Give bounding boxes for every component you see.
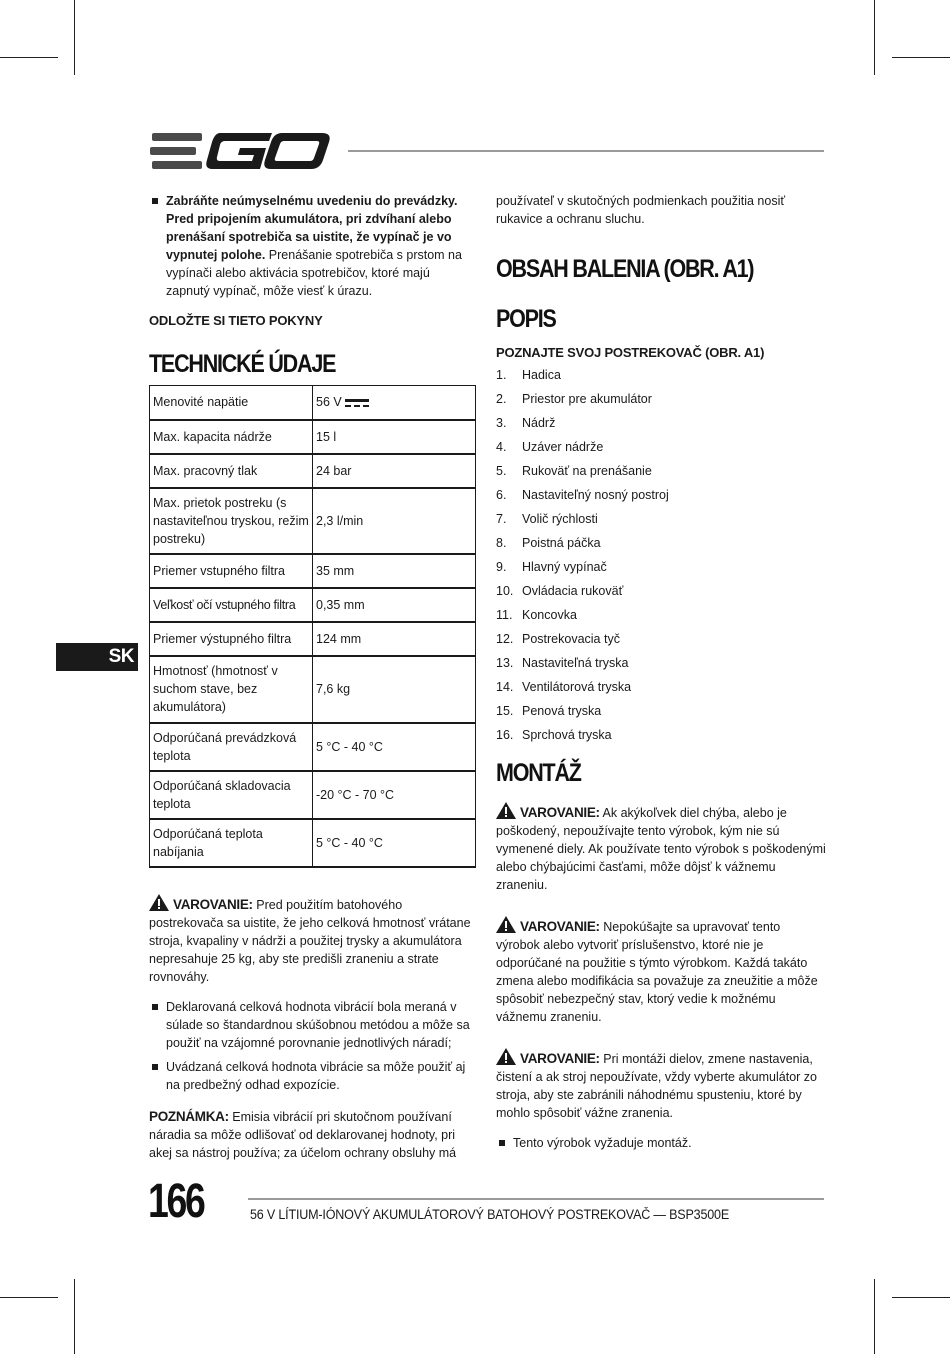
spec-label: Max. kapacita nádrže bbox=[150, 420, 313, 454]
warning-modification bbox=[496, 916, 826, 1026]
list-item: 10. Ovládacia rukoväť bbox=[496, 584, 624, 598]
warning-label: VAROVANIE: bbox=[520, 1051, 600, 1066]
spec-value: 124 mm bbox=[313, 622, 476, 656]
know-your-sprayer-heading: POZNAJTE SVOJ POSTREKOVAČ (OBR. A1) bbox=[496, 345, 765, 360]
package-heading: OBSAH BALENIA (OBR. A1) bbox=[496, 255, 754, 283]
warning-text: Pri montáži dielov, zmene nastavenia, čistení a ak stroj nepoužívate, vždy vyberte akumulátor zo stroja, aby ste zabránili náhodnému spusteniu, ktoré by mohlo spôsobiť vážne zranenia. bbox=[496, 1052, 817, 1120]
intro-bullet bbox=[149, 192, 476, 300]
spec-label: Menovité napätie bbox=[150, 386, 313, 420]
list-item: 12. Postrekovacia tyč bbox=[496, 632, 620, 646]
crop-mark bbox=[74, 1279, 75, 1354]
dc-current-icon bbox=[345, 398, 369, 408]
vibration-bullet: Uvádzaná celková hodnota vibrácie sa môže použiť aj na predbežný odhad expozície. bbox=[149, 1058, 476, 1094]
crop-mark bbox=[874, 0, 875, 75]
warning-label: VAROVANIE: bbox=[520, 919, 600, 934]
warning-triangle-icon bbox=[496, 802, 516, 819]
list-item: 7. Volič rýchlosti bbox=[496, 512, 598, 526]
spec-row bbox=[150, 488, 476, 554]
warning-triangle-icon bbox=[149, 894, 169, 911]
tech-heading: TECHNICKÉ ÚDAJE bbox=[149, 350, 336, 378]
spec-label: Priemer vstupného filtra bbox=[150, 554, 313, 588]
spec-value: 5 °C - 40 °C bbox=[313, 819, 476, 867]
spec-value: 24 bar bbox=[313, 454, 476, 488]
spec-row bbox=[150, 819, 476, 867]
crop-mark bbox=[0, 57, 58, 58]
crop-mark bbox=[892, 1297, 950, 1298]
warning-text: Pred použitím batohového postrekovača sa uistite, že jeho celková hmotnosť vrátane stroja, kvapaliny v nádrži a použitej trysky a akumulátora nepresahuje 25 kg, aby ste predišli zraneniu a strate rovnováhy. bbox=[149, 897, 471, 984]
spec-value: 35 mm bbox=[313, 554, 476, 588]
list-item: 8. Poistná páčka bbox=[496, 536, 601, 550]
parts-list bbox=[496, 366, 826, 750]
list-item: 5. Rukoväť na prenášanie bbox=[496, 464, 652, 478]
list-item: 15. Penová tryska bbox=[496, 704, 602, 718]
list-item: 3. Nádrž bbox=[496, 416, 556, 430]
intro-bullet-text: Prenášanie spotrebiča s prstom na vypínači alebo aktivácia spotrebičov, ktoré majú zapnutý vypínač, môže viesť k úrazu. bbox=[166, 248, 462, 298]
list-item: 13. Nastaviteľná tryska bbox=[496, 656, 629, 670]
list-item: 14. Ventilátorová tryska bbox=[496, 680, 632, 694]
vibration-bullet: Deklarovaná celková hodnota vibrácií bola meraná v súlade so štandardnou skúšobnou metódou a môže sa použiť na vzájomné porovnanie jednotlivých náradí; bbox=[149, 998, 476, 1052]
list-item: 4. Uzáver nádrže bbox=[496, 440, 604, 454]
list-item: 1. Hadica bbox=[496, 368, 561, 382]
list-item: 16. Sprchová tryska bbox=[496, 728, 612, 742]
spec-value: 56 V bbox=[313, 386, 476, 420]
description-heading: POPIS bbox=[496, 305, 556, 333]
spec-row bbox=[150, 454, 476, 488]
warning-triangle-icon bbox=[496, 1048, 516, 1065]
spec-label: Odporúčaná teplota nabíjania bbox=[150, 819, 313, 867]
note-label: POZNÁMKA: bbox=[149, 1108, 229, 1124]
assembly-heading: MONTÁŽ bbox=[496, 759, 581, 787]
spec-label: Max. prietok postreku (s nastaviteľnou tryskou, režim postreku) bbox=[150, 488, 313, 554]
crop-mark bbox=[892, 57, 950, 58]
list-item: 6. Nastaviteľný nosný postroj bbox=[496, 488, 669, 502]
spec-table bbox=[149, 385, 476, 868]
spec-row bbox=[150, 771, 476, 819]
warning-label: VAROVANIE: bbox=[173, 896, 253, 912]
left-column bbox=[149, 192, 476, 1162]
intro-bullet-bold: Zabráňte neúmyselnému uvedeniu do prevádzky. Pred pripojením akumulátora, pri zdvíhaní alebo prenášaní spotrebiča sa uistite, že vypínač je vo vypnutej polohe. bbox=[166, 194, 458, 262]
spec-label: Hmotnosť (hmotnosť v suchom stave, bez akumulátora) bbox=[150, 656, 313, 723]
spec-label: Max. pracovný tlak bbox=[150, 454, 313, 488]
spec-label: Odporúčaná prevádzková teplota bbox=[150, 723, 313, 771]
spec-row bbox=[150, 386, 476, 420]
list-item: 2. Priestor pre akumulátor bbox=[496, 392, 652, 406]
spec-row bbox=[150, 420, 476, 454]
spec-value: -20 °C - 70 °C bbox=[313, 771, 476, 819]
warning-weight bbox=[149, 894, 476, 986]
crop-mark bbox=[74, 0, 75, 75]
ego-logo bbox=[150, 130, 332, 177]
warning-missing-parts bbox=[496, 802, 826, 894]
spec-label: Veľkosť očí vstupného filtra bbox=[150, 588, 313, 622]
note-text: Emisia vibrácií pri skutočnom používaní náradia sa môže odlišovať od deklarovanej hodnoty, pri akej sa nástroj používa; za účelom ochrany obsluhy má bbox=[149, 1109, 457, 1160]
continuation-text: používateľ v skutočných podmienkach použitia nosiť rukavice a ochranu sluchu. bbox=[496, 194, 786, 226]
assembly-bullet: Tento výrobok vyžaduje montáž. bbox=[496, 1134, 826, 1152]
header-rule bbox=[348, 150, 824, 152]
spec-value: 7,6 kg bbox=[313, 656, 476, 723]
keep-instructions: ODLOŽTE SI TIETO POKYNY bbox=[149, 313, 323, 328]
spec-label: Priemer výstupného filtra bbox=[150, 622, 313, 656]
spec-value: 0,35 mm bbox=[313, 588, 476, 622]
page-number: 166 bbox=[148, 1175, 204, 1228]
crop-mark bbox=[874, 1279, 875, 1354]
crop-mark bbox=[0, 1297, 58, 1298]
list-item: 9. Hlavný vypínač bbox=[496, 560, 607, 574]
footer-rule bbox=[248, 1198, 824, 1200]
spec-value: 15 l bbox=[313, 420, 476, 454]
note bbox=[149, 1108, 476, 1162]
warning-text: Nepokúšajte sa upravovať tento výrobok alebo vytvoriť príslušenstvo, ktoré nie je odporúčané na použitie s týmto výrobkom. Každá takáto zmena alebo modifikácia sa považuje za zneužitie a môže spôsobiť nebezpečný stav, ktorý vedie k možnému vážnemu zraneniu. bbox=[496, 920, 818, 1024]
spec-row bbox=[150, 588, 476, 622]
right-column bbox=[496, 192, 826, 1152]
language-tab: SK bbox=[56, 643, 138, 671]
spec-row bbox=[150, 622, 476, 656]
list-item: 11. Koncovka bbox=[496, 608, 577, 622]
warning-battery-removal bbox=[496, 1048, 826, 1122]
footer-text: 56 V LÍTIUM-IÓNOVÝ AKUMULÁTOROVÝ BATOHOVÝ POSTREKOVAČ — BSP3500E bbox=[250, 1207, 730, 1222]
spec-value: 5 °C - 40 °C bbox=[313, 723, 476, 771]
spec-row bbox=[150, 554, 476, 588]
warning-text: Ak akýkoľvek diel chýba, alebo je poškodený, nepoužívajte tento výrobok, kým nie sú vymenené diely. Ak používate tento výrobok s poškodenými alebo chýbajúcimi časťami, môže dôjsť k vážnemu zraneniu. bbox=[496, 806, 826, 892]
spec-row bbox=[150, 723, 476, 771]
spec-value: 2,3 l/min bbox=[313, 488, 476, 554]
spec-label: Odporúčaná skladovacia teplota bbox=[150, 771, 313, 819]
warning-label: VAROVANIE: bbox=[520, 805, 600, 820]
spec-row bbox=[150, 656, 476, 723]
warning-triangle-icon bbox=[496, 916, 516, 933]
